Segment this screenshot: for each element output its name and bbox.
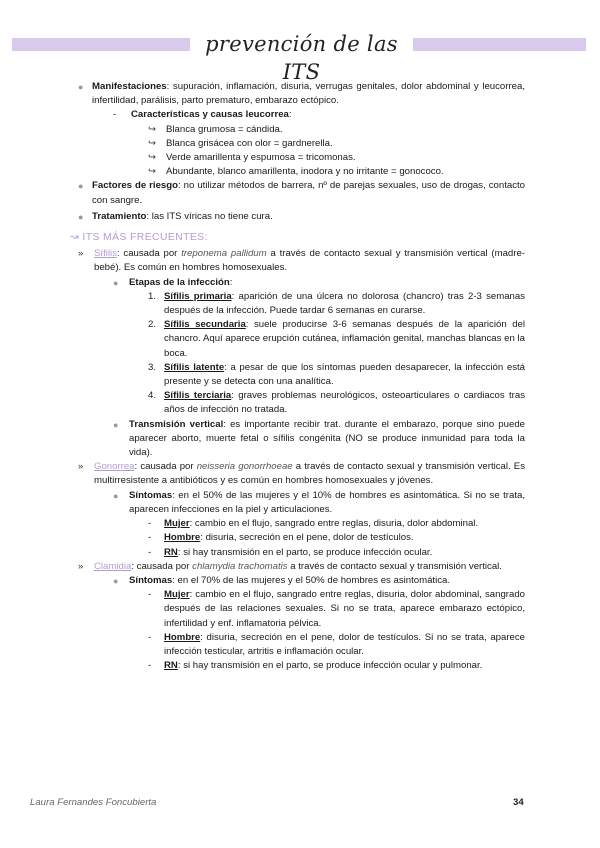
leucorrea-item: ↪ Abundante, blanco amarillenta, inodora y no irritante = gonococo. [0, 165, 600, 179]
curved-arrow-icon: ↪ [148, 123, 157, 135]
manifestaciones-text: : supuración, inflamación, disuria, verrugas genitales, dolor abdominal y leucorrea, infertilidad, parálisis, parto prematuro, embarazo ectópico. [92, 81, 525, 107]
gonorrea-agent: neisseria gonorrhoeae [196, 461, 293, 473]
curved-arrow-icon: ↪ [148, 166, 157, 178]
squiggle-arrow-icon: ↝ [70, 232, 83, 244]
double-chevron-icon: » [78, 560, 84, 572]
clamidia-name: Clamidia [94, 560, 132, 572]
sintoma-item: - RN: si hay transmisión en el parto, se produce infección ocular y pulmonar. [0, 659, 600, 673]
etapa-item: 3. Sífilis latente: a pesar de que los síntomas pueden desaparecer, la infección está presente y se detecta con una analítica. [148, 361, 525, 388]
list-item-tratamiento [0, 210, 600, 224]
tratamiento-text: : las ITS víricas no tiene cura. [146, 210, 273, 222]
sifilis-name: Sífilis [94, 248, 117, 260]
riesgo-label: Factores de riesgo [92, 180, 178, 192]
tratamiento-label: Tratamiento [92, 210, 147, 222]
list-item-riesgo [0, 179, 600, 207]
list-item-manifestaciones [0, 80, 600, 108]
disease-gonorrea: » Gonorrea: causada por neisseria gonorrhoeae a través de contacto sexual y transmisión vertical. Es multirresistente a antibióticos y es común en hombres homosexuales y jóvenes. [78, 461, 525, 487]
disease-sifilis: » Sífilis: causada por treponema pallidum a través de contacto sexual y transmisión vertical (madre-bebé). Es común en hombres homosexuales. [78, 248, 525, 274]
sintoma-item: - Mujer: cambio en el flujo, sangrado entre reglas, disuria, dolor abdominal. [0, 517, 600, 531]
header-bar-right [413, 38, 586, 51]
bullet-icon: ● [113, 575, 119, 586]
list-item-sintomas: ● Síntomas: en el 70% de las mujeres y el 50% de hombres es asintomática. [0, 574, 600, 588]
vertical-label: Transmisión vertical [129, 418, 224, 430]
dash-icon: - [148, 660, 152, 672]
etapas-label: Etapas de la infección [129, 276, 230, 288]
sintoma-item: - Mujer: cambio en el flujo, sangrado entre reglas, disuria, dolor abdominal, sangrado después de las relaciones sexuales. Si no se trata, aparece embarazo ectópico, infertilidad y enf. inflamatoria pélvica. [148, 589, 525, 629]
page-title: prevención de las ITS [205, 32, 398, 84]
page-header [0, 30, 600, 84]
leucorrea-item: ↪ Blanca grumosa = cándida. [0, 123, 600, 137]
riesgo-text: : no utilizar métodos de barrera, nº de parejas sexuales, uso de drogas, contacto con sangre. [92, 180, 525, 206]
curved-arrow-icon: ↪ [148, 137, 157, 149]
disease-clamidia: » Clamidia: causada por chlamydia trachomatis a través de contacto sexual y transmisión vertical. [0, 560, 600, 574]
dash-icon: - [148, 518, 152, 530]
dash-icon: - [148, 589, 152, 601]
leucorrea-label: Características y causas leucorrea [131, 109, 289, 121]
dash-icon: - [113, 109, 117, 121]
leucorrea-item: ↪ Blanca grisácea con olor = gardnerella. [0, 137, 600, 151]
dash-icon: - [148, 546, 152, 558]
author-name: Laura Fernandes Foncubierta [30, 797, 157, 808]
double-chevron-icon: » [78, 248, 84, 260]
sintoma-item: - Hombre: disuria, secreción en el pene, dolor de testículos. Si no se trata, aparece infección testicular, artritis e inflamación ocular. [148, 631, 525, 657]
gonorrea-name: Gonorrea [94, 461, 135, 473]
leucorrea-item: ↪ Verde amarillenta y espumosa = tricomonas. [0, 151, 600, 165]
manifestaciones-label: Manifestaciones [92, 81, 167, 92]
etapa-item: 2. Sífilis secundaria: suele producirse 3-6 semanas después de la aparición del chancro. Aquí aparece erupción cutánea, inflamación genital, manchas blancas en la boca. [148, 319, 525, 359]
clamidia-agent: chlamydia trachomatis [192, 560, 288, 572]
sifilis-agent: treponema pallidum [181, 248, 267, 260]
bullet-icon: ● [113, 419, 119, 430]
list-item-transmision-vertical: ● Transmisión vertical: es importante recibir trat. durante el embarazo, porque sino puede aparecer aborto, muerte fetal o sífilis congénita (NO se produce inmunidad para toda la vida). [113, 418, 525, 459]
dash-icon: - [148, 532, 152, 544]
double-chevron-icon: » [78, 461, 84, 473]
page-number: 34 [513, 797, 524, 808]
dash-icon: - [148, 631, 152, 643]
page-content [0, 80, 600, 673]
etapa-item: 4. Sífilis terciaria: graves problemas neurológicos, osteoarticulares o cardiacos tras años de infección no tratada. [148, 390, 526, 416]
list-item-sintomas: ● Síntomas: en el 50% de las mujeres y el 10% de hombres es asintomática. Si no se trata, aparecen infecciones en la piel y articulaciones. [113, 489, 525, 515]
sintoma-item: - RN: si hay transmisión en el parto, se produce infección ocular. [0, 546, 600, 560]
header-bar-left [12, 38, 190, 51]
etapa-item: 1. Sífilis primaria: aparición de una úlcera no dolorosa (chancro) tras 2-3 semanas después de la infección. Puede tardar 6 semanas en curarse. [148, 290, 525, 317]
list-item-etapas: ● Etapas de la infección: [0, 276, 600, 290]
curved-arrow-icon: ↪ [148, 152, 157, 164]
bullet-icon: ● [78, 211, 84, 222]
bullet-icon: ● [78, 181, 84, 192]
bullet-icon: ● [113, 277, 119, 288]
bullet-icon: ● [113, 490, 119, 501]
sintoma-item: - Hombre: disuria, secreción en el pene, dolor de testículos. [0, 531, 600, 545]
list-item-leucorrea: - Características y causas leucorrea: [0, 108, 600, 122]
section-heading: ↝ ITS MÁS FRECUENTES: [70, 232, 208, 244]
bullet-icon: ● [78, 82, 84, 92]
